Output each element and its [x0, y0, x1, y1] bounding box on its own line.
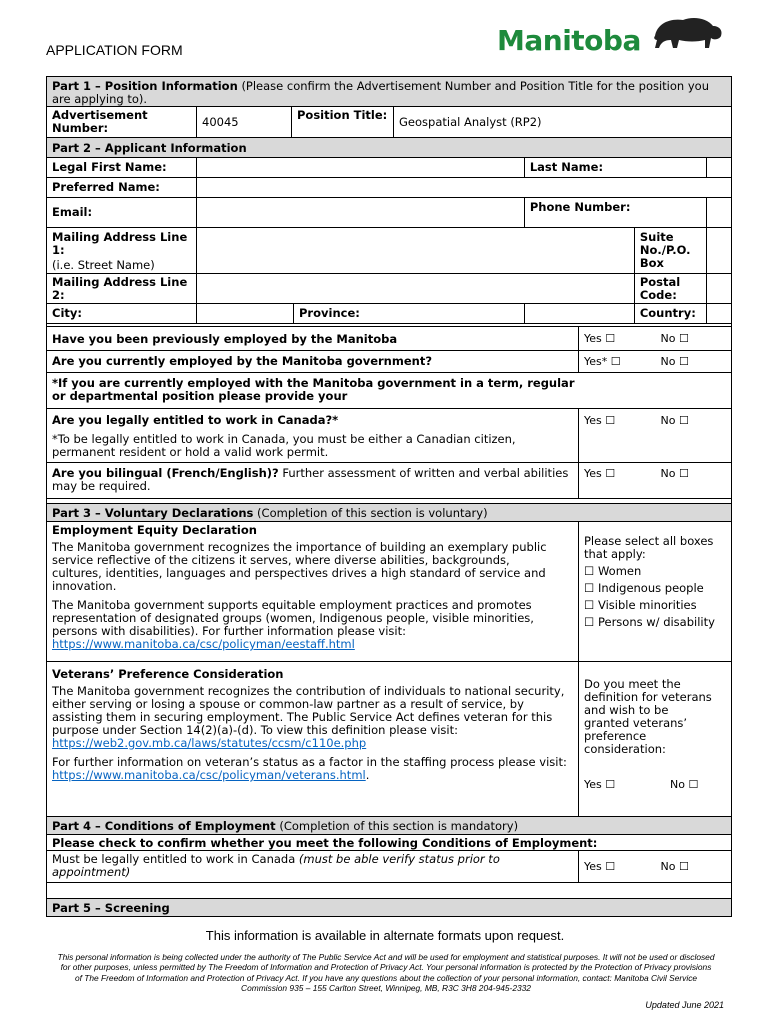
equity-link[interactable]: https://www.manitoba.ca/csc/policyman/eestaff.html	[52, 637, 355, 651]
veterans-link-1[interactable]: https://web2.gov.mb.ca/laws/statutes/ccsm/c110e.php	[52, 736, 367, 750]
condition-cell	[47, 851, 579, 883]
mail2-field[interactable]	[197, 274, 635, 304]
email-label: Email:	[47, 198, 197, 228]
privacy-statement: This personal information is being collected under the authority of The Public Service Act and will be used for employment and statistical purposes. It will not be used or disclosed for other purposes, unless permitted by The Freedom of Information and Protection of Privacy Act. Your personal information is protected by the Protection of Privacy provisions of The Freedom of Information and Protection of Privacy Act. If you have any questions about the collection of your personal information, contact: Manitoba Civil Service Commission 935 – 155 Carlton Street, Winnipeg, MB, R3C 3H8 204-945-2332	[57, 952, 715, 994]
city-label: City:	[47, 304, 197, 324]
condition-text: Must be legally entitled to work in Canada	[52, 852, 299, 866]
option-persons-disability[interactable]: ☐ Persons w/ disability	[584, 615, 715, 629]
last-name-field[interactable]	[706, 158, 731, 178]
veterans-paragraph-1: The Manitoba government recognizes the contribution of individuals to national security, either serving or losing a spouse or common-law partner as a result of service, by assisting them in securing employment. The Public Service Act defines veteran for this purpose under Section 14(2)(a)-(d). To view this definition please visit:	[52, 684, 565, 737]
part4-header	[47, 817, 732, 835]
last-name-label: Last Name:	[524, 158, 706, 178]
ad-number-label: Advertisement Number:	[47, 107, 197, 139]
logo-text: Manitoba	[497, 24, 641, 57]
part1-header	[47, 77, 732, 107]
veterans-question-cell	[579, 662, 732, 822]
first-name-field[interactable]	[197, 158, 525, 178]
updated-date: Updated June 2021	[645, 1000, 724, 1010]
first-name-label: Legal First Name:	[47, 158, 197, 178]
bilingual-question-cell	[47, 463, 579, 499]
condition-italic: (must be able verify status prior to appointment)	[52, 852, 500, 879]
country-label: Country:	[634, 304, 706, 324]
equity-options-cell	[579, 522, 732, 662]
mail1-hint: (i.e. Street Name)	[52, 258, 155, 272]
part4-table	[46, 816, 732, 883]
legal-question: Are you legally entitled to work in Canada?*	[52, 413, 339, 427]
veterans-title: Veterans’ Preference Consideration	[52, 667, 284, 681]
legal-question-cell	[47, 409, 579, 463]
part4-heading: Part 4 – Conditions of Employment	[52, 819, 276, 833]
currently-employed-note: *If you are currently employed with the Manitoba government in a term, regular or departmental position please provide your	[47, 373, 732, 409]
mail1-field[interactable]	[197, 228, 635, 274]
condition-yes[interactable]: Yes ☐	[579, 851, 656, 883]
email-field[interactable]	[197, 198, 525, 228]
position-title-label: Position Title:	[292, 107, 394, 139]
currently-employed-no[interactable]: No ☐	[656, 351, 732, 373]
manitoba-logo	[497, 14, 727, 64]
equity-paragraph-2: The Manitoba government supports equitable employment practices and promotes representation of designated groups (women, Indigenous people, visible minorities, persons with disabilities). For further information please visit:	[52, 598, 534, 638]
veterans-cell: Veterans’ Preference Consideration The Manitoba government recognizes the contribution of individuals to national security, either serving or losing a spouse or common-law partner as a result of service, by assisting them in securing employment. The Public Service Act defines veteran for this purpose under Section 14(2)(a)-(d). To view this definition please visit: https://web2.gov.mb.ca/laws/statutes/ccsm/c110e.php For further information on veteran’s status as a factor in the staffing process please visit: https://www.manitoba.ca/csc/policyman/veterans.html.	[47, 662, 579, 822]
province-label: Province:	[294, 304, 525, 324]
suite-field[interactable]	[706, 228, 731, 274]
part3-table	[46, 503, 732, 822]
city-field[interactable]	[197, 304, 294, 324]
equity-cell	[47, 522, 579, 662]
equity-title: Employment Equity Declaration	[52, 523, 257, 537]
bison-icon	[647, 14, 727, 54]
preferred-name-field[interactable]	[197, 178, 732, 198]
option-women[interactable]: ☐ Women	[584, 564, 642, 578]
part2-table	[46, 137, 732, 324]
part2-heading: Part 2 – Applicant Information	[47, 138, 732, 158]
previously-employed-yes[interactable]: Yes ☐	[579, 327, 656, 351]
legal-no[interactable]: No ☐	[656, 409, 732, 463]
option-indigenous[interactable]: ☐ Indigenous people	[584, 581, 704, 595]
veterans-yes[interactable]: Yes ☐	[584, 778, 616, 791]
veterans-answers	[584, 778, 726, 792]
ad-number-field[interactable]: 40045	[197, 107, 292, 139]
previously-employed-no[interactable]: No ☐	[656, 327, 732, 351]
questions-table	[46, 326, 732, 499]
currently-employed-yes[interactable]: Yes* ☐	[579, 351, 656, 373]
bilingual-no[interactable]: No ☐	[656, 463, 732, 499]
form-title: APPLICATION FORM	[46, 42, 183, 58]
part4-note: (Completion of this section is mandatory)	[275, 819, 519, 833]
veterans-no[interactable]: No ☐	[670, 778, 699, 791]
bilingual-yes[interactable]: Yes ☐	[579, 463, 656, 499]
position-title-field[interactable]: Geospatial Analyst (RP2)	[394, 107, 732, 139]
mail2-label: Mailing Address Line 2:	[47, 274, 197, 304]
previously-employed-question: Have you been previously employed by the Manitoba	[47, 327, 579, 351]
veterans-link-2[interactable]: https://www.manitoba.ca/csc/policyman/veterans.html	[52, 768, 366, 782]
part1-note: (Please confirm the Advertisement Number and Position Title for the position you are applying to).	[52, 79, 709, 106]
option-visible-minorities[interactable]: ☐ Visible minorities	[584, 598, 697, 612]
mail1-label: Mailing Address Line 1:	[52, 230, 188, 257]
currently-employed-question: Are you currently employed by the Manitoba government?	[47, 351, 579, 373]
part3-header	[47, 504, 732, 522]
phone-label: Phone Number:	[524, 198, 706, 228]
condition-no[interactable]: No ☐	[656, 851, 732, 883]
bilingual-question: Are you bilingual (French/English)?	[52, 466, 279, 480]
part5-table	[46, 898, 732, 917]
postal-label: Postal Code:	[634, 274, 706, 304]
province-field[interactable]	[524, 304, 634, 324]
bilingual-note: Further assessment of written and verbal abilities may be required.	[52, 466, 569, 493]
part3-heading: Part 3 – Voluntary Declarations	[52, 506, 254, 520]
veterans-paragraph-2: For further information on veteran’s status as a factor in the staffing process please visit:	[52, 755, 567, 769]
country-field[interactable]	[706, 304, 731, 324]
equity-paragraph-1: The Manitoba government recognizes the importance of building an exemplary public service reflective of the citizens it serves, where diverse abilities, backgrounds, cultures, identities, languages and perspectives drives a high standard of service and innovation.	[52, 540, 547, 593]
postal-field[interactable]	[706, 274, 731, 304]
legal-note: *To be legally entitled to work in Canada, you must be either a Canadian citizen, permanent resident or hold a valid work permit.	[52, 432, 516, 459]
part1-heading: Part 1 – Position Information	[52, 79, 238, 93]
alternate-formats-note: This information is available in alternate formats upon request.	[205, 928, 565, 943]
preferred-name-label: Preferred Name:	[47, 178, 197, 198]
part5-heading: Part 5 – Screening	[47, 899, 732, 917]
legal-yes[interactable]: Yes ☐	[579, 409, 656, 463]
mail1-label-cell	[47, 228, 197, 274]
select-all-text: Please select all boxes that apply:	[584, 534, 714, 561]
suite-label: Suite No./P.O. Box	[634, 228, 706, 274]
veterans-question: Do you meet the definition for veterans and wish to be granted veterans’ preference consideration:	[584, 677, 712, 756]
part4-check-text: Please check to confirm whether you meet the following Conditions of Employment:	[47, 835, 732, 851]
part1-table	[46, 76, 732, 139]
phone-field[interactable]	[706, 198, 731, 228]
part3-note: (Completion of this section is voluntary)	[253, 506, 488, 520]
